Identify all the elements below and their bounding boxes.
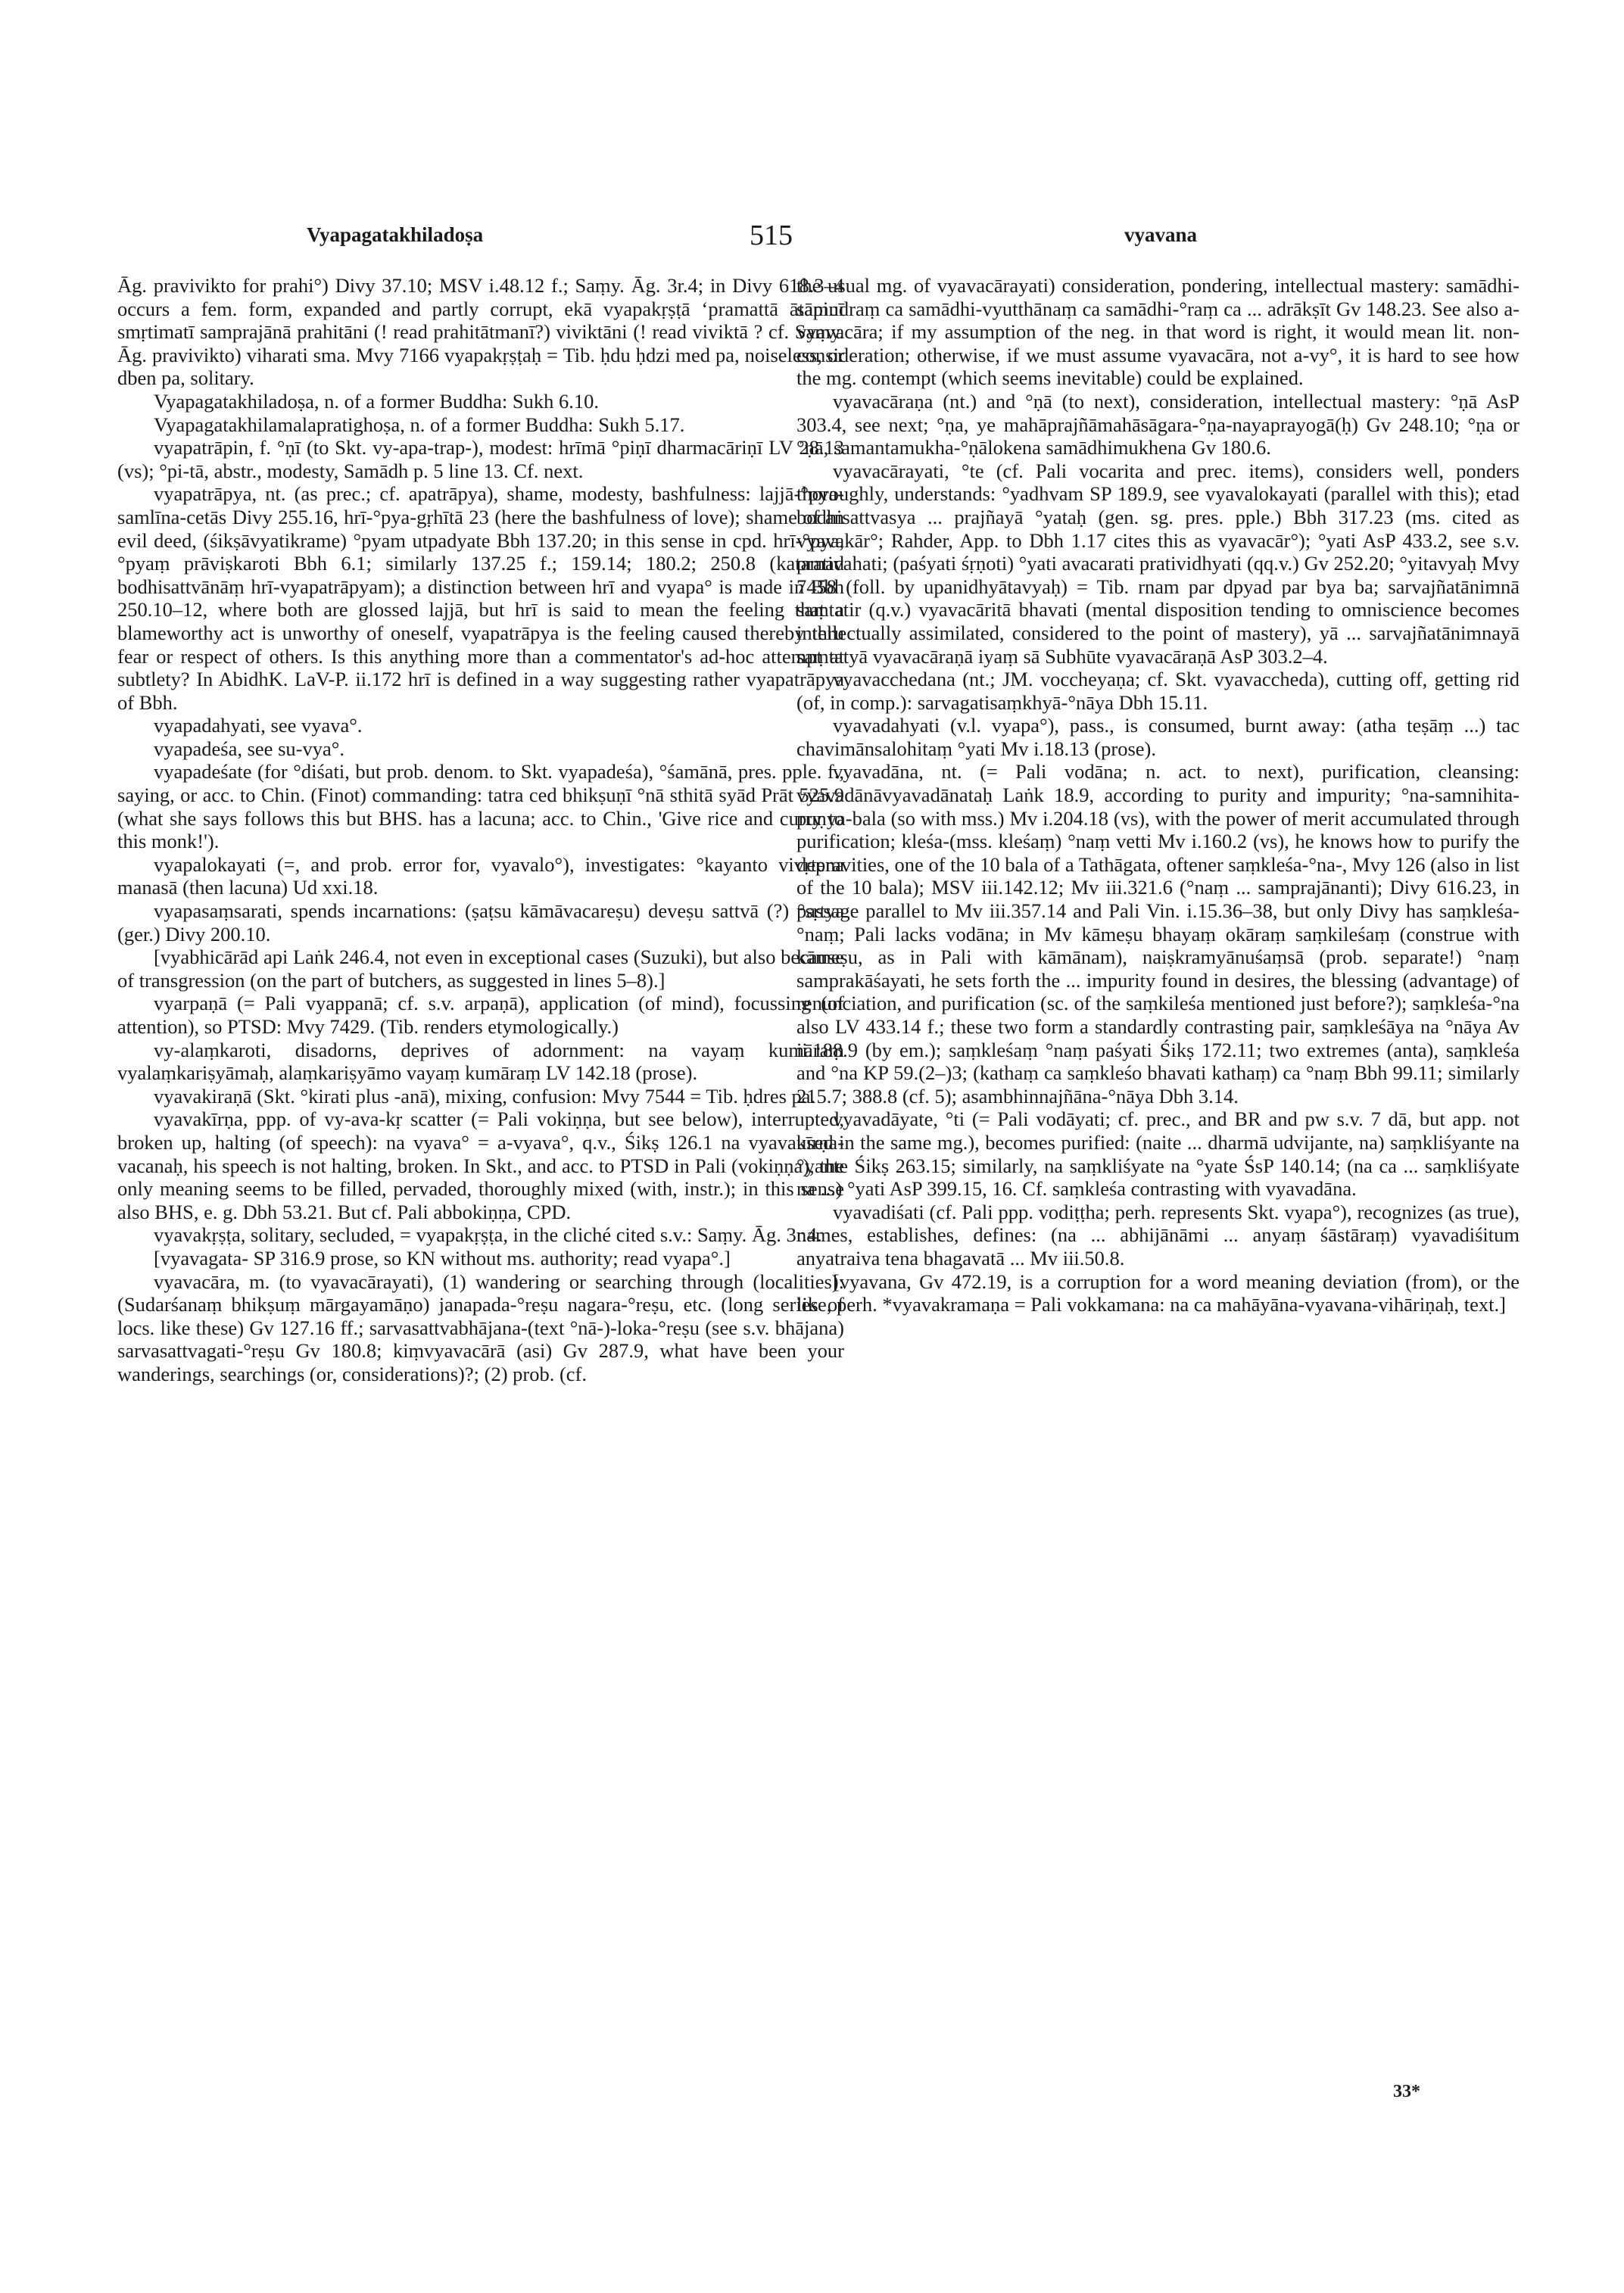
- entry-continuation: the usual mg. of vyavacārayati) consideration, pondering, intellectual mastery: samādhi-samudraṃ ca samādhi-vyutthānaṃ ca samādhi-°raṃ ca ... adrākṣīt Gv 148.23. See also a-vyavacāra; if my assumption of the neg. in that word is right, it would mean lit. non-consideration; otherwise, if we must assume vyavacāra, not a-vy°, it is hard to see how the mg. contempt (which seems inevitable) could be explained.: [796, 274, 1520, 390]
- dictionary-entry: vyapadahyati, see vyava°.: [154, 714, 363, 737]
- dictionary-entry: vyavacārayati, °te (cf. Pali vocarita and prec. items), considers well, ponders thoroughly, understands: °yadhvam SP 189.9, see vyavalokayati (parallel with this); etad bodhisattvasya ... prajñayā °yataḥ (gen. sg. pres. pple.) Bbh 317.23 (ms. cited as vyavakār°; Rahder, App. to Dbh 1.17 cites this as vyavacār°); °yati AsP 433.2, see s.v. prativahati; (paśyati śṛṇoti) °yati avacarati pratividhyati (qq.v.) Gv 252.20; °yitavyaḥ Mvy 7458 (foll. by upanidhyātavyaḥ) = Tib. rnam par dpyad par bya ba; sarvajñatānimnā saṃtatir (q.v.) vyavacāritā bhavati (mental disposition tending to omniscience becomes intellectually assimilated, considered to the point of mastery), yā ... sarvajñatānimnayā saṃtatyā vyavacāraṇā iyaṃ sā Subhūte vyavacāraṇā AsP 303.2–4.: [796, 459, 1520, 668]
- dictionary-entry: vyavadiśati (cf. Pali ppp. vodiṭṭha; perh. represents Skt. vyapa°), recognizes (as true), names, establishes, defines: (na ... abhijānāmi ... anyaṃ śāstāraṃ) vyavadiśitum anyatraiva tena bhagavatā ... Mv iii.50.8.: [796, 1200, 1520, 1270]
- dictionary-entry: [vyabhicārād api Laṅk 246.4, not even in exceptional cases (Suzuki), but also because of transgression (on the part of butchers, as suggested in lines 5–8).]: [117, 946, 844, 992]
- dictionary-entry: Vyapagatakhilamalapratighoṣa, n. of a former Buddha: Sukh 5.17.: [154, 413, 685, 436]
- dictionary-entry: vyavakiraṇā (Skt. °kirati plus -anā), mixing, confusion: Mvy 7544 = Tib. ḥdres pa.: [154, 1084, 816, 1108]
- dictionary-entry: vyarpaṇā (= Pali vyappanā; cf. s.v. arpaṇā), application (of mind), focussing (of attention), so PTSD: Mvy 7429. (Tib. renders etymologically.): [117, 992, 844, 1038]
- dictionary-entry: vyapatrāpin, f. °ṇī (to Skt. vy-apa-trap-), modest: hrīmā °piṇī dharmacāriṇī LV 28.13 (vs); °pi-tā, abstr., modesty, Samādh p. 5 line 13. Cf. next.: [117, 436, 844, 482]
- right-column: [796, 274, 1520, 1316]
- dictionary-entry: vyapatrāpya, nt. (as prec.; cf. apatrāpya), shame, modesty, bashfulness: lajjā-°pya-samlīna-cetās Divy 255.16, hrī-°pya-gṛhītā 23 (here the bashfulness of love); shame of an evil deed, (śikṣāvyatikrame) °pyam utpadyate Bbh 137.20; in this sense in cpd. hrī-°pya, °pyaṃ prāviṣkaroti Bbh 6.1; similarly 137.25 f.; 159.14; 180.2; 250.8 (katamad bodhisattvānāṃ hrī-vyapatrāpyam); a distinction between hrī and vyapa° is made in Bbh 250.10–12, where both are glossed lajjā, but hrī is said to mean the feeling that a blameworthy act is unworthy of oneself, vyapatrāpya is the feeling caused thereby thru fear or respect of others. Is this anything more than a commentator's ad-hoc attempt at subtlety? In AbidhK. LaV-P. ii.172 hrī is defined in a way suggesting rather vyapatrāpya of Bbh.: [117, 482, 844, 714]
- dictionary-entry: vyavadāyate, °ti (= Pali vodāyati; cf. prec., and BR and pw s.v. 7 dā, but app. not used in the same mg.), becomes purified: (naite ... dharmā udvijante, na) saṃkliśyante na °yante Śikṣ 263.15; similarly, na saṃkliśyate na °yate ŚsP 140.14; (na ca ... saṃkliśyate na ...) °yati AsP 399.15, 16. Cf. saṃkleśa contrasting with vyavadāna.: [796, 1108, 1520, 1201]
- dictionary-entry: vyavacchedana (nt.; JM. voccheyaṇa; cf. Skt. vyavaccheda), cutting off, getting rid (of, in comp.): sarvagatisaṃkhyā-°nāya Dbh 15.11.: [796, 668, 1520, 714]
- dictionary-entry: vy-alaṃkaroti, disadorns, deprives of adornment: na vayaṃ kumāraṃ vyalaṃkariṣyāmaḥ, alaṃkariṣyāmo vayaṃ kumāraṃ LV 142.18 (prose).: [117, 1038, 844, 1085]
- running-header: [0, 220, 1624, 261]
- dictionary-entry: [vyavagata- SP 316.9 prose, so KN without ms. authority; read vyapa°.]: [154, 1246, 731, 1270]
- dictionary-entry: vyapalokayati (=, and prob. error for, vyavalo°), investigates: °kayanto vivṛtena manasā (then lacuna) Ud xxi.18.: [117, 852, 844, 899]
- page-number: 515: [750, 220, 793, 251]
- entry-continuation: Āg. pravivikto for prahi°) Divy 37.10; MSV i.48.12 f.; Saṃy. Āg. 3r.4; in Divy 618.3–4 occurs a fem. form, expanded and partly corrupt, ekā vyapakṛṣṭā ʻpramattā ātāpinī smṛtimatī samprajānā prahitāni (! read prahitātmanī?) viviktāni (! read viviktā ? cf. Saṃy. Āg. pravivikto) viharati sma. Mvy 7166 vyapakṛṣṭaḥ = Tib. ḥdu ḥdzi med pa, noiseless, or dben pa, solitary.: [117, 274, 844, 390]
- dictionary-entry: vyavadahyati (v.l. vyapa°), pass., is consumed, burnt away: (atha teṣāṃ ...) tac chavimānsalohitaṃ °yati Mv i.18.13 (prose).: [796, 714, 1520, 760]
- dictionary-entry: vyavacāra, m. (to vyavacārayati), (1) wandering or searching through (localities): (Sudarśanaṃ bhikṣuṃ mārgayamāṇo) janapada-°reṣu nagara-°reṣu, etc. (long series of locs. like these) Gv 127.16 ff.; sarvasattvabhājana-(text °nā-)-loka-°reṣu (see s.v. bhājana) sarvasattvagati-°reṣu Gv 180.8; kiṃvyavacārā (asi) Gv 287.9, what have been your wanderings, searchings (or, considerations)?; (2) prob. (cf.: [117, 1270, 844, 1385]
- dictionary-entry: vyavakṛṣṭa, solitary, secluded, = vyapakṛṣṭa, in the cliché cited s.v.: Saṃy. Āg. 3r.4.: [154, 1223, 822, 1247]
- dictionary-entry: [vyavana, Gv 472.19, is a corruption for a word meaning deviation (from), or the like, perh. *vyavakramaṇa = Pali vokkamana: na ca mahāyāna-vyavana-vihāriṇaḥ, text.]: [796, 1270, 1520, 1316]
- dictionary-entry: vyapasaṃsarati, spends incarnations: (ṣaṭsu kāmāvacareṣu) deveṣu sattvā (?) °sṛtya (ger.) Divy 200.10.: [117, 899, 844, 946]
- dictionary-entry: vyapadeśa, see su-vya°.: [154, 737, 344, 760]
- dictionary-entry: vyavakīrṇa, ppp. of vy-ava-kṛ scatter (= Pali vokiṇṇa, but see below), interrupted, broken up, halting (of speech): na vyava° = a-vyava°, q.v., Śikṣ 126.1 na vyavakīrṇa-vacanaḥ, his speech is not halting, broken. In Skt., and acc. to PTSD in Pali (vokiṇṇa), the only meaning seems to be filled, pervaded, thoroughly mixed (with, instr.); in this sense also BHS, e. g. Dbh 53.21. But cf. Pali abbokiṇṇa, CPD.: [117, 1108, 844, 1223]
- signature-mark: 33*: [1393, 2082, 1420, 2101]
- dictionary-entry: vyapadeśate (for °diśati, but prob. denom. to Skt. vyapadeśa), °śamānā, pres. pple. f., saying, or acc. to Chin. (Finot) commanding: tatra ced bhikṣuṇī °nā sthitā syād Prāt 525.9 (what she says follows this but BHS. has a lacuna; acc. to Chin., 'Give rice and curry to this monk!').: [117, 760, 844, 853]
- left-column: [117, 274, 844, 1386]
- header-right-guideword: vyavana: [1124, 223, 1198, 246]
- dictionary-entry: Vyapagatakhiladoṣa, n. of a former Buddha: Sukh 6.10.: [154, 389, 600, 413]
- dictionary-entry: vyavadāna, nt. (= Pali vodāna; n. act. to next), purification, cleansing: vyavadānāvyavadānataḥ Laṅk 18.9, according to purity and impurity; °na-samnihita-puṇya-bala (so with mss.) Mv i.204.18 (vs), with the power of merit accumulated through purification; kleśa-(mss. kleśaṃ) °naṃ vetti Mv i.160.2 (vs), he knows how to purify the depravities, one of the 10 bala of a Tathāgata, oftener saṃkleśa-°na-, Mvy 126 (also in list of the 10 bala); MSV iii.142.12; Mv iii.321.6 (°naṃ ... samprajānanti); Divy 616.23, in passage parallel to Mv iii.357.14 and Pali Vin. i.15.36–38, but only Divy has saṃkleśa-°naṃ; Pali lacks vodāna; in Mv kāmeṣu bhayaṃ okāraṃ saṃkileśaṃ (construe with kāmeṣu, as in Pali with kāmānam), naiṣkramyānuśaṃsā (prob. separate!) °naṃ samprakāśayati, he sets forth the ... impurity found in desires, the blessing (advantage) of renunciation, and purification (sc. of the saṃkileśa mentioned just before?); saṃkleśa-°na also LV 433.14 f.; these two form a standardly contrasting pair, saṃkleśāya na °nāya Av ii.188.9 (by em.); saṃkleśaṃ °naṃ paśyati Śikṣ 172.11; two extremes (anta), saṃkleśa and °na KP 59.(2–)3; (kathaṃ ca saṃkleśo bhavati kathaṃ) ca °naṃ Bbh 99.11; similarly 215.7; 388.8 (cf. 5); asambhinnajñāna-°nāya Dbh 3.14.: [796, 760, 1520, 1108]
- header-left-guideword: Vyapagatakhiladoṣa: [307, 223, 484, 246]
- dictionary-entry: vyavacāraṇa (nt.) and °ṇā (to next), consideration, intellectual mastery: °ṇā AsP 303.4, see next; °ṇa, ye mahāprajñāmahāsāgara-°ṇa-nayaprayogā(ḥ) Gv 248.10; °ṇa or °ṇā, samantamukha-°ṇālokena samādhimukhena Gv 180.6.: [796, 389, 1520, 460]
